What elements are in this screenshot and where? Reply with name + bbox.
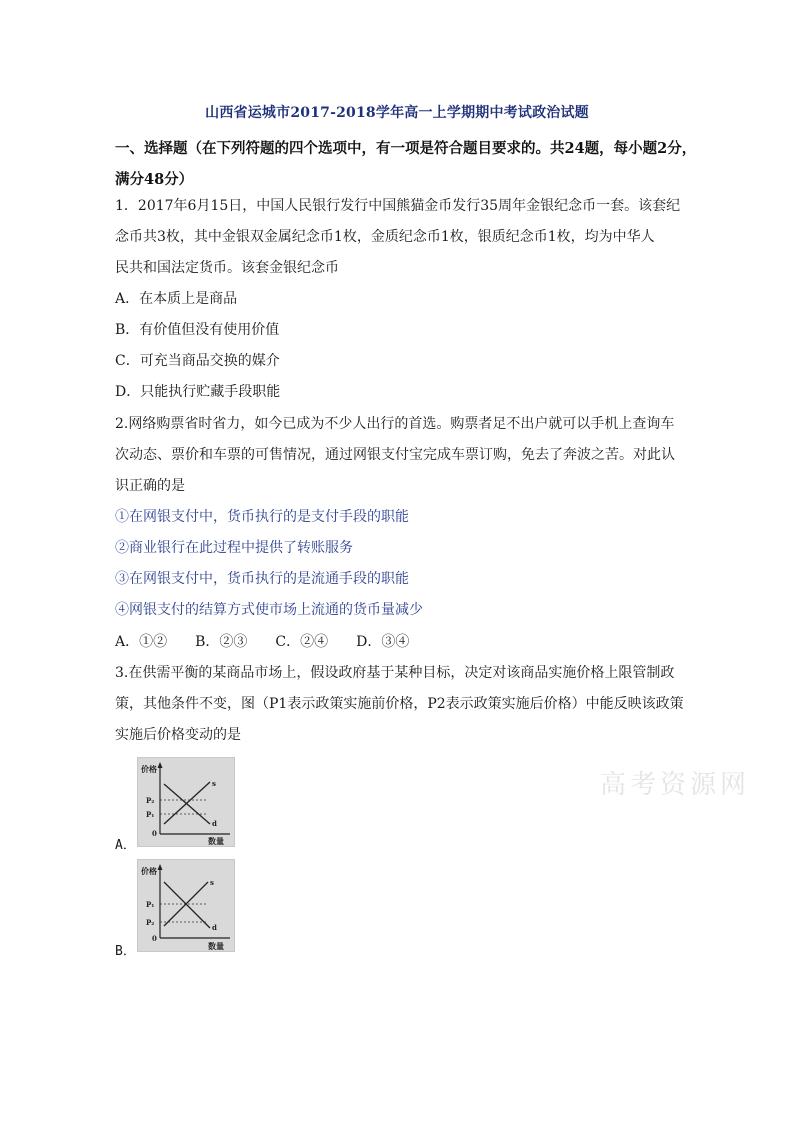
q3-stem-line3: 实施后价格变动的是 <box>115 727 241 743</box>
supply-demand-graph-a <box>138 758 234 846</box>
page-title: 山西省运城市2017-2018学年高一上学期期中考试政治试题 <box>205 105 589 121</box>
section-heading <box>115 133 715 195</box>
demand-curve <box>164 882 210 928</box>
q1-stem-line3: 民共和国法定货币。该套金银纪念币 <box>115 260 339 276</box>
origin-label: 0 <box>152 829 157 838</box>
p-upper-label: P₂ <box>146 796 155 805</box>
q2-statement-2: ②商业银行在此过程中提供了转账服务 <box>115 540 353 556</box>
y-axis-label: 价格 <box>141 866 157 876</box>
q1-option-d: D．只能执行贮藏手段职能 <box>115 384 281 400</box>
q2-stem-line3: 识正确的是 <box>115 478 185 494</box>
q3-figure-a-label: A． <box>115 838 136 853</box>
q2-stem-line1: 2.网络购票省时省力，如今已成为不少人出行的首选。购票者足不出户就可以手机上查询车 <box>115 416 675 432</box>
x-axis-label: 数量 <box>208 941 224 951</box>
y-axis-arrow <box>158 762 163 768</box>
q1-stem-line2: 念币共3枚，其中金银双金属纪念币1枚，金质纪念币1枚，银质纪念币1枚，均为中华人 <box>115 229 655 245</box>
q2-statement-1: ①在网银支付中，货币执行的是支付手段的职能 <box>115 509 409 525</box>
x-axis-label: 数量 <box>208 836 224 846</box>
supply-label: s <box>212 779 216 788</box>
q3-figure-b-label: B． <box>115 944 136 959</box>
q3-figure-b <box>137 859 235 952</box>
y-axis-arrow <box>158 864 163 870</box>
q2-statement-3: ③在网银支付中，货币执行的是流通手段的职能 <box>115 571 409 587</box>
q2-statement-4: ④网银支付的结算方式使市场上流通的货币量减少 <box>115 602 423 618</box>
q3-stem-line1: 3.在供需平衡的某商品市场上，假设政府基于某种目标，决定对该商品实施价格上限管制政 <box>115 665 675 681</box>
p-lower-label: P₂ <box>146 918 155 927</box>
watermark: 高考资源网 <box>600 770 751 800</box>
p-lower-label: P₁ <box>146 810 155 819</box>
p-upper-label: P₁ <box>146 900 155 909</box>
q1-option-a: A．在本质上是商品 <box>115 291 238 307</box>
section-heading-line1: 一、选择题（在下列符题的四个选项中，有一项是符合题目要求的。共24题，每小题2分， <box>115 140 697 157</box>
q1-stem-line1: 1．2017年6月15日，中国人民银行发行中国熊猫金币发行35周年金银纪念币一套。该套纪 <box>115 198 681 214</box>
q1-option-b: B．有价值但没有使用价值 <box>115 322 280 338</box>
q2-options: A．①② B．②③ C．②④ D．③④ <box>115 634 410 650</box>
section-heading-line2: 满分48分） <box>115 171 194 188</box>
supply-demand-graph-b <box>138 860 234 951</box>
demand-label: d <box>212 819 217 828</box>
q2-stem-line2: 次动态、票价和车票的可售情况，通过网银支付宝完成车票订购，免去了奔波之苦。对此认 <box>115 447 675 463</box>
q1-option-c: C．可充当商品交换的媒介 <box>115 353 280 369</box>
origin-label: 0 <box>152 934 157 943</box>
q3-figure-a <box>137 757 235 847</box>
demand-label: d <box>212 923 217 932</box>
y-axis-label: 价格 <box>141 764 157 774</box>
supply-label: s <box>210 878 214 887</box>
q3-stem-line2: 策，其他条件不变，图（P1表示政策实施前价格，P2表示政策实施后价格）中能反映该政策 <box>115 696 684 712</box>
